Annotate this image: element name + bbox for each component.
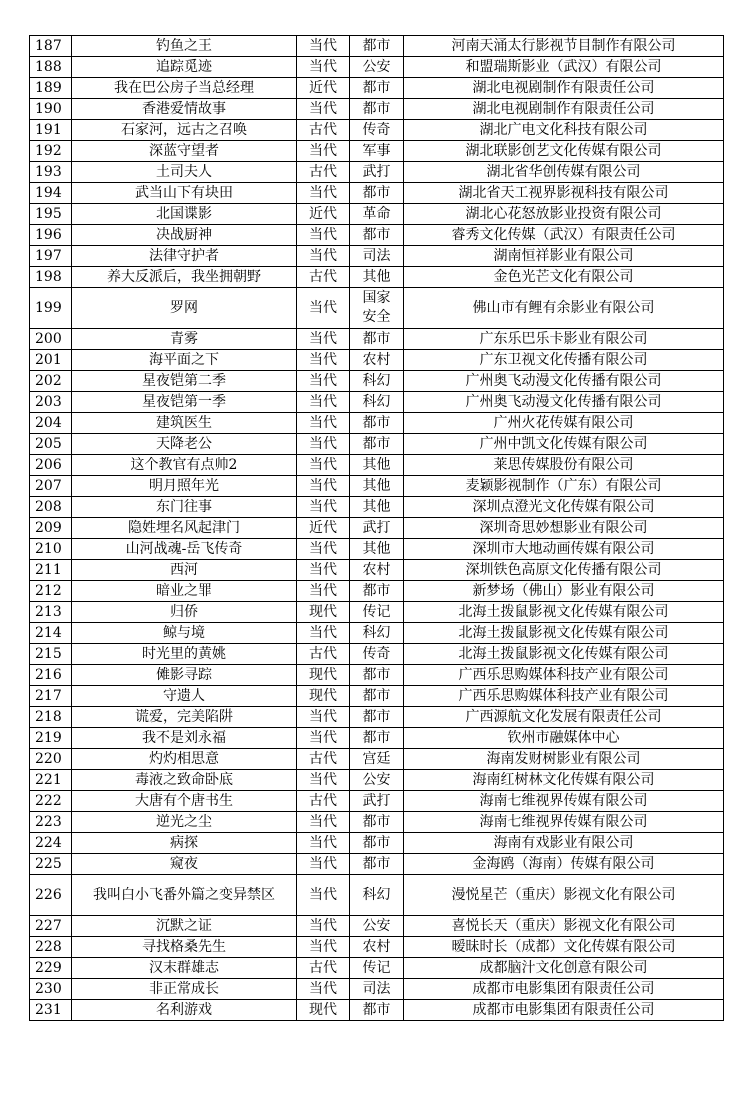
company-cell: 河南天涌太行影视节目制作有限公司 <box>404 36 724 57</box>
era-cell: 当代 <box>297 539 350 560</box>
row-number-cell: 223 <box>30 812 72 833</box>
company-cell: 成都脑汁文化创意有限公司 <box>404 958 724 979</box>
table-row <box>30 99 724 120</box>
era-cell: 当代 <box>297 413 350 434</box>
era-cell: 近代 <box>297 78 350 99</box>
genre-cell: 其他 <box>350 497 404 518</box>
table-row <box>30 791 724 812</box>
row-number-cell: 228 <box>30 937 72 958</box>
row-number-cell: 202 <box>30 371 72 392</box>
genre-cell: 都市 <box>350 707 404 728</box>
title-cell: 星夜铠第二季 <box>72 371 297 392</box>
table-row <box>30 371 724 392</box>
title-cell: 暗业之罪 <box>72 581 297 602</box>
row-number-cell: 208 <box>30 497 72 518</box>
company-cell: 湖北心花怒放影业投资有限公司 <box>404 204 724 225</box>
company-cell: 深圳铁色高原文化传播有限公司 <box>404 560 724 581</box>
era-cell: 当代 <box>297 707 350 728</box>
genre-cell: 都市 <box>350 581 404 602</box>
row-number-cell: 210 <box>30 539 72 560</box>
genre-cell: 武打 <box>350 518 404 539</box>
company-cell: 海南七维视界传媒有限公司 <box>404 812 724 833</box>
table-row <box>30 1000 724 1021</box>
table-row <box>30 141 724 162</box>
genre-cell: 都市 <box>350 686 404 707</box>
table-row <box>30 979 724 1000</box>
title-cell: 汉末群雄志 <box>72 958 297 979</box>
era-cell: 当代 <box>297 770 350 791</box>
table-row <box>30 644 724 665</box>
table-row <box>30 707 724 728</box>
era-cell: 当代 <box>297 979 350 1000</box>
genre-cell: 传奇 <box>350 644 404 665</box>
company-cell: 湖北省天工视界影视科技有限公司 <box>404 183 724 204</box>
era-cell: 当代 <box>297 476 350 497</box>
row-number-cell: 209 <box>30 518 72 539</box>
row-number-cell: 215 <box>30 644 72 665</box>
title-cell: 我在巴公房子当总经理 <box>72 78 297 99</box>
table-row <box>30 686 724 707</box>
title-cell: 养大反派后，我坐拥朝野 <box>72 267 297 288</box>
genre-cell: 司法 <box>350 979 404 1000</box>
genre-cell: 都市 <box>350 99 404 120</box>
era-cell: 当代 <box>297 833 350 854</box>
title-cell: 星夜铠第一季 <box>72 392 297 413</box>
row-number-cell: 227 <box>30 916 72 937</box>
era-cell: 当代 <box>297 623 350 644</box>
era-cell: 当代 <box>297 36 350 57</box>
table-row <box>30 36 724 57</box>
era-cell: 当代 <box>297 728 350 749</box>
genre-cell: 农村 <box>350 560 404 581</box>
company-cell: 广西乐思购媒体科技产业有限公司 <box>404 665 724 686</box>
genre-cell: 其他 <box>350 539 404 560</box>
company-cell: 深圳市大地动画传媒有限公司 <box>404 539 724 560</box>
title-cell: 窥夜 <box>72 854 297 875</box>
table-row <box>30 288 724 329</box>
title-cell: 守遗人 <box>72 686 297 707</box>
table-row <box>30 350 724 371</box>
title-cell: 决战厨神 <box>72 225 297 246</box>
table-row <box>30 875 724 916</box>
genre-cell: 武打 <box>350 791 404 812</box>
table-row <box>30 749 724 770</box>
genre-cell: 其他 <box>350 455 404 476</box>
era-cell: 古代 <box>297 120 350 141</box>
genre-cell: 传奇 <box>350 120 404 141</box>
row-number-cell: 201 <box>30 350 72 371</box>
row-number-cell: 211 <box>30 560 72 581</box>
genre-cell: 都市 <box>350 36 404 57</box>
title-cell: 谎爱，完美陷阱 <box>72 707 297 728</box>
table-row <box>30 854 724 875</box>
company-cell: 广州奥飞动漫文化传播有限公司 <box>404 392 724 413</box>
company-cell: 北海土拨鼠影视文化传媒有限公司 <box>404 623 724 644</box>
table-row <box>30 183 724 204</box>
company-cell: 湖北电视剧制作有限责任公司 <box>404 78 724 99</box>
row-number-cell: 197 <box>30 246 72 267</box>
table-row <box>30 413 724 434</box>
title-cell: 武当山下有块田 <box>72 183 297 204</box>
era-cell: 当代 <box>297 392 350 413</box>
row-number-cell: 221 <box>30 770 72 791</box>
era-cell: 古代 <box>297 267 350 288</box>
table-body <box>30 36 724 1021</box>
title-cell: 鲸与境 <box>72 623 297 644</box>
era-cell: 当代 <box>297 183 350 204</box>
genre-cell: 公安 <box>350 57 404 78</box>
genre-cell: 都市 <box>350 665 404 686</box>
row-number-cell: 219 <box>30 728 72 749</box>
company-cell: 和盟瑞斯影业（武汉）有限公司 <box>404 57 724 78</box>
genre-cell: 农村 <box>350 350 404 371</box>
genre-cell: 科幻 <box>350 875 404 916</box>
table-row <box>30 560 724 581</box>
title-cell: 这个教官有点帅2 <box>72 455 297 476</box>
title-cell: 逆光之尘 <box>72 812 297 833</box>
company-cell: 新梦场（佛山）影业有限公司 <box>404 581 724 602</box>
title-cell: 深蓝守望者 <box>72 141 297 162</box>
row-number-cell: 188 <box>30 57 72 78</box>
era-cell: 近代 <box>297 518 350 539</box>
company-cell: 北海土拨鼠影视文化传媒有限公司 <box>404 644 724 665</box>
table-row <box>30 246 724 267</box>
genre-cell: 公安 <box>350 770 404 791</box>
title-cell: 傩影寻踪 <box>72 665 297 686</box>
title-cell: 明月照年光 <box>72 476 297 497</box>
row-number-cell: 213 <box>30 602 72 623</box>
table-row <box>30 497 724 518</box>
row-number-cell: 199 <box>30 288 72 329</box>
title-cell: 名利游戏 <box>72 1000 297 1021</box>
era-cell: 古代 <box>297 958 350 979</box>
title-cell: 隐姓埋名风起津门 <box>72 518 297 539</box>
table-row <box>30 392 724 413</box>
table-row <box>30 728 724 749</box>
company-cell: 湖北电视剧制作有限责任公司 <box>404 99 724 120</box>
genre-cell: 司法 <box>350 246 404 267</box>
row-number-cell: 217 <box>30 686 72 707</box>
company-cell: 广州火花传媒有限公司 <box>404 413 724 434</box>
era-cell: 当代 <box>297 288 350 329</box>
row-number-cell: 212 <box>30 581 72 602</box>
era-cell: 当代 <box>297 854 350 875</box>
table-row <box>30 812 724 833</box>
table-row <box>30 916 724 937</box>
era-cell: 当代 <box>297 497 350 518</box>
table-row <box>30 581 724 602</box>
title-cell: 建筑医生 <box>72 413 297 434</box>
title-cell: 北国谍影 <box>72 204 297 225</box>
company-cell: 海南发财树影业有限公司 <box>404 749 724 770</box>
era-cell: 现代 <box>297 686 350 707</box>
genre-cell: 传记 <box>350 958 404 979</box>
genre-cell: 都市 <box>350 1000 404 1021</box>
era-cell: 古代 <box>297 791 350 812</box>
company-cell: 成都市电影集团有限责任公司 <box>404 1000 724 1021</box>
company-cell: 金色光芒文化有限公司 <box>404 267 724 288</box>
title-cell: 天降老公 <box>72 434 297 455</box>
genre-cell: 都市 <box>350 78 404 99</box>
genre-cell: 都市 <box>350 854 404 875</box>
title-cell: 土司夫人 <box>72 162 297 183</box>
table-row <box>30 434 724 455</box>
era-cell: 现代 <box>297 602 350 623</box>
title-cell: 归侨 <box>72 602 297 623</box>
genre-cell: 国家安全 <box>350 288 404 329</box>
company-cell: 海南红树林文化传媒有限公司 <box>404 770 724 791</box>
company-cell: 佛山市有鲤有余影业有限公司 <box>404 288 724 329</box>
era-cell: 当代 <box>297 225 350 246</box>
era-cell: 现代 <box>297 665 350 686</box>
row-number-cell: 196 <box>30 225 72 246</box>
table-row <box>30 665 724 686</box>
row-number-cell: 198 <box>30 267 72 288</box>
title-cell: 西河 <box>72 560 297 581</box>
title-cell: 毒液之致命卧底 <box>72 770 297 791</box>
company-cell: 漫悦星芒（重庆）影视文化有限公司 <box>404 875 724 916</box>
era-cell: 当代 <box>297 916 350 937</box>
company-cell: 莱思传媒股份有限公司 <box>404 455 724 476</box>
row-number-cell: 192 <box>30 141 72 162</box>
company-cell: 广西源航文化发展有限责任公司 <box>404 707 724 728</box>
row-number-cell: 190 <box>30 99 72 120</box>
era-cell: 当代 <box>297 560 350 581</box>
title-cell: 时光里的黄姚 <box>72 644 297 665</box>
company-cell: 麦颖影视制作（广东）有限公司 <box>404 476 724 497</box>
title-cell: 钓鱼之王 <box>72 36 297 57</box>
genre-cell: 科幻 <box>350 623 404 644</box>
title-cell: 香港爱情故事 <box>72 99 297 120</box>
row-number-cell: 218 <box>30 707 72 728</box>
row-number-cell: 195 <box>30 204 72 225</box>
genre-cell: 其他 <box>350 267 404 288</box>
row-number-cell: 225 <box>30 854 72 875</box>
genre-cell: 都市 <box>350 833 404 854</box>
company-cell: 睿秀文化传媒（武汉）有限责任公司 <box>404 225 724 246</box>
row-number-cell: 204 <box>30 413 72 434</box>
company-cell: 海南有戏影业有限公司 <box>404 833 724 854</box>
table-row <box>30 120 724 141</box>
company-cell: 深圳奇思妙想影业有限公司 <box>404 518 724 539</box>
genre-cell: 传记 <box>350 602 404 623</box>
row-number-cell: 191 <box>30 120 72 141</box>
table-row <box>30 78 724 99</box>
era-cell: 当代 <box>297 937 350 958</box>
table-row <box>30 602 724 623</box>
row-number-cell: 216 <box>30 665 72 686</box>
title-cell: 罗网 <box>72 288 297 329</box>
row-number-cell: 193 <box>30 162 72 183</box>
row-number-cell: 220 <box>30 749 72 770</box>
drama-registry-table <box>29 35 724 1021</box>
row-number-cell: 187 <box>30 36 72 57</box>
genre-cell: 都市 <box>350 183 404 204</box>
company-cell: 湖北省华创传媒有限公司 <box>404 162 724 183</box>
title-cell: 法律守护者 <box>72 246 297 267</box>
title-cell: 病探 <box>72 833 297 854</box>
era-cell: 现代 <box>297 1000 350 1021</box>
table-row <box>30 833 724 854</box>
table-row <box>30 476 724 497</box>
row-number-cell: 224 <box>30 833 72 854</box>
title-cell: 我叫白小飞番外篇之变异禁区 <box>72 875 297 916</box>
table-row <box>30 770 724 791</box>
era-cell: 古代 <box>297 644 350 665</box>
genre-cell: 其他 <box>350 476 404 497</box>
genre-cell: 都市 <box>350 434 404 455</box>
table-row <box>30 958 724 979</box>
title-cell: 青雾 <box>72 329 297 350</box>
era-cell: 当代 <box>297 455 350 476</box>
era-cell: 当代 <box>297 329 350 350</box>
era-cell: 当代 <box>297 812 350 833</box>
genre-cell: 都市 <box>350 413 404 434</box>
company-cell: 广东乐巴乐卡影业有限公司 <box>404 329 724 350</box>
table-row <box>30 225 724 246</box>
title-cell: 石家河，远古之召唤 <box>72 120 297 141</box>
genre-cell: 都市 <box>350 329 404 350</box>
genre-cell: 革命 <box>350 204 404 225</box>
genre-cell: 宫廷 <box>350 749 404 770</box>
row-number-cell: 206 <box>30 455 72 476</box>
company-cell: 北海土拨鼠影视文化传媒有限公司 <box>404 602 724 623</box>
row-number-cell: 207 <box>30 476 72 497</box>
title-cell: 追踪觅迹 <box>72 57 297 78</box>
genre-cell: 都市 <box>350 812 404 833</box>
table-row <box>30 455 724 476</box>
table-row <box>30 937 724 958</box>
table-row <box>30 518 724 539</box>
company-cell: 喜悦长天（重庆）影视文化有限公司 <box>404 916 724 937</box>
company-cell: 湖南恒祥影业有限公司 <box>404 246 724 267</box>
era-cell: 古代 <box>297 749 350 770</box>
table-row <box>30 57 724 78</box>
genre-cell: 军事 <box>350 141 404 162</box>
company-cell: 金海鸥（海南）传媒有限公司 <box>404 854 724 875</box>
table-row <box>30 623 724 644</box>
company-cell: 湖北联影创艺文化传媒有限公司 <box>404 141 724 162</box>
era-cell: 近代 <box>297 204 350 225</box>
company-cell: 湖北广电文化科技有限公司 <box>404 120 724 141</box>
row-number-cell: 203 <box>30 392 72 413</box>
company-cell: 广州奥飞动漫文化传播有限公司 <box>404 371 724 392</box>
genre-cell: 科幻 <box>350 371 404 392</box>
row-number-cell: 194 <box>30 183 72 204</box>
title-cell: 非正常成长 <box>72 979 297 1000</box>
era-cell: 当代 <box>297 141 350 162</box>
row-number-cell: 226 <box>30 875 72 916</box>
genre-cell: 都市 <box>350 225 404 246</box>
era-cell: 当代 <box>297 875 350 916</box>
table-row <box>30 267 724 288</box>
row-number-cell: 205 <box>30 434 72 455</box>
company-cell: 暧昧时长（成都）文化传媒有限公司 <box>404 937 724 958</box>
company-cell: 成都市电影集团有限责任公司 <box>404 979 724 1000</box>
era-cell: 当代 <box>297 350 350 371</box>
title-cell: 我不是刘永福 <box>72 728 297 749</box>
row-number-cell: 200 <box>30 329 72 350</box>
era-cell: 当代 <box>297 434 350 455</box>
title-cell: 寻找格桑先生 <box>72 937 297 958</box>
era-cell: 当代 <box>297 57 350 78</box>
genre-cell: 武打 <box>350 162 404 183</box>
row-number-cell: 189 <box>30 78 72 99</box>
era-cell: 当代 <box>297 246 350 267</box>
title-cell: 山河战魂-岳飞传奇 <box>72 539 297 560</box>
row-number-cell: 222 <box>30 791 72 812</box>
genre-cell: 公安 <box>350 916 404 937</box>
table-row <box>30 204 724 225</box>
genre-cell: 农村 <box>350 937 404 958</box>
title-cell: 东门往事 <box>72 497 297 518</box>
company-cell: 钦州市融媒体中心 <box>404 728 724 749</box>
row-number-cell: 230 <box>30 979 72 1000</box>
title-cell: 灼灼相思意 <box>72 749 297 770</box>
era-cell: 当代 <box>297 371 350 392</box>
row-number-cell: 214 <box>30 623 72 644</box>
company-cell: 广西乐思购媒体科技产业有限公司 <box>404 686 724 707</box>
genre-cell: 科幻 <box>350 392 404 413</box>
row-number-cell: 231 <box>30 1000 72 1021</box>
company-cell: 广州中凯文化传媒有限公司 <box>404 434 724 455</box>
title-cell: 海平面之下 <box>72 350 297 371</box>
company-cell: 深圳点澄光文化传媒有限公司 <box>404 497 724 518</box>
title-cell: 沉默之证 <box>72 916 297 937</box>
genre-cell: 都市 <box>350 728 404 749</box>
era-cell: 当代 <box>297 99 350 120</box>
table-row <box>30 162 724 183</box>
table-row <box>30 329 724 350</box>
company-cell: 广东卫视文化传播有限公司 <box>404 350 724 371</box>
table-row <box>30 539 724 560</box>
title-cell: 大唐有个唐书生 <box>72 791 297 812</box>
era-cell: 古代 <box>297 162 350 183</box>
era-cell: 当代 <box>297 581 350 602</box>
row-number-cell: 229 <box>30 958 72 979</box>
company-cell: 海南七维视界传媒有限公司 <box>404 791 724 812</box>
